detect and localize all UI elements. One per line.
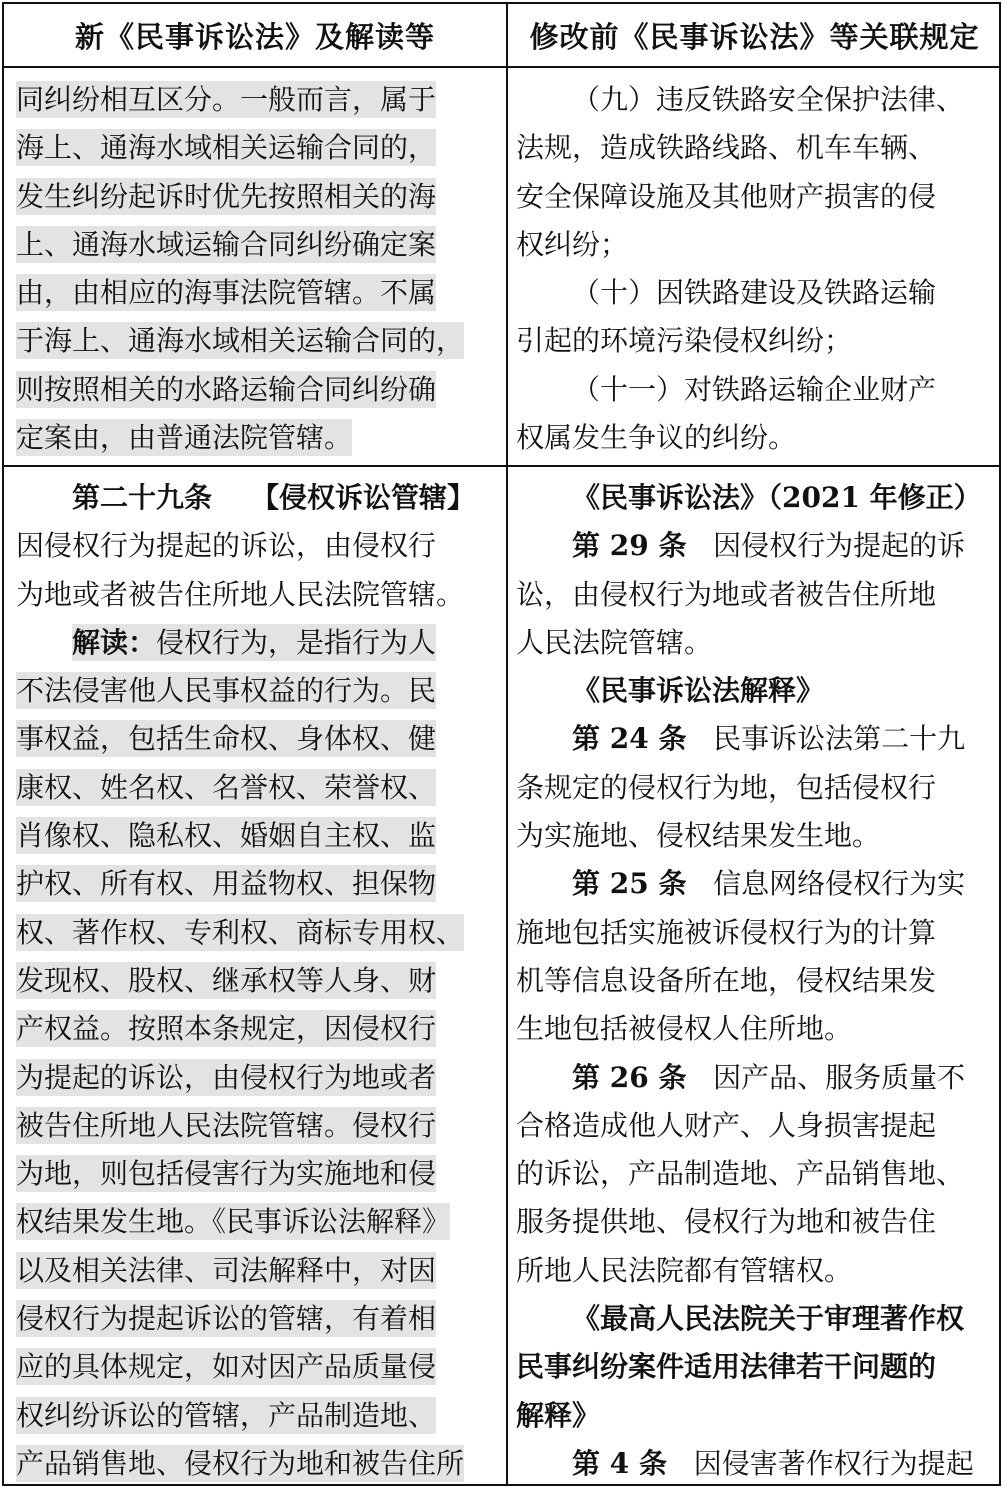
article-29-first: [516, 522, 991, 570]
text-line: [516, 221, 991, 269]
article-26-line: 所地人民法院都有管辖权。: [516, 1253, 853, 1287]
jiedu-first: 侵权行为，是指行为人: [156, 625, 437, 659]
text-line: [16, 317, 491, 365]
text-line-content: 则按照相关的水路运输合同纠纷确: [16, 372, 437, 406]
text-line-content: 发生纠纷起诉时优先按照相关的海: [16, 179, 437, 213]
law3-title-line: 解释》: [516, 1398, 601, 1432]
article-24-line: 条规定的侵权行为地，包括侵权行: [516, 770, 937, 804]
article-29-line: 讼，由侵权行为地或者被告住所地: [516, 577, 937, 611]
article-29-line: 人民法院管辖。: [516, 625, 713, 659]
text-line-content: 康权、姓名权、名誉权、荣誉权、: [16, 770, 437, 804]
article-25-text: 信息网络侵权行为实: [713, 867, 966, 901]
text-line: [16, 812, 491, 860]
text-line: [16, 414, 491, 462]
text-line-content: 海上、通海水域相关运输合同的，: [16, 131, 437, 165]
text-line: [516, 317, 991, 365]
law3-title-line: 《最高人民法院关于审理著作权: [572, 1302, 965, 1336]
text-line: [516, 366, 991, 414]
row2-left-cell: [16, 474, 491, 1488]
text-line-content: 权纠纷；: [516, 227, 629, 261]
text-line-content: 上、通海水域运输合同纠纷确定案: [16, 227, 437, 261]
jiedu-label: 解读：: [72, 625, 157, 659]
text-line: [16, 1198, 491, 1246]
text-line: [16, 366, 491, 414]
text-line-content: 护权、所有权、用益物权、担保物: [16, 867, 437, 901]
text-line: [16, 1005, 491, 1053]
text-line-content: 肖像权、隐私权、婚姻自主权、监: [16, 819, 437, 853]
jiedu-first-line: [16, 619, 491, 667]
text-line-content: 于海上、通海水域相关运输合同的，: [16, 324, 465, 358]
text-line: [16, 667, 491, 715]
column-divider: [506, 4, 508, 1484]
text-line: [16, 269, 491, 317]
row1-right-cell: [516, 76, 991, 462]
text-line-content: 同纠纷相互区分。一般而言，属于: [16, 83, 437, 116]
text-line-content: 产品销售地、侵权行为地和被告住所: [16, 1446, 465, 1480]
text-line-content: 事权益，包括生命权、身体权、健: [16, 722, 437, 756]
text-line-content: 权属发生争议的纠纷。: [516, 421, 797, 455]
header-left: 新《民事诉讼法》及解读等: [74, 19, 435, 54]
text-line: [516, 76, 991, 124]
article-25-first: [516, 860, 991, 908]
text-line: [16, 1392, 491, 1440]
text-line-content: 以及相关法律、司法解释中，对因: [16, 1253, 437, 1287]
text-line-content: 权、著作权、专利权、商标专用权、: [16, 915, 465, 949]
row2-right-cell: [516, 474, 991, 1488]
text-line-content: 定案由，由普通法院管辖。: [16, 421, 353, 455]
article-29-text: 因侵权行为提起的诉: [713, 529, 966, 563]
article-heading: [16, 474, 491, 522]
article-29-label: 第 29 条: [572, 529, 687, 563]
text-line-content: （十）因铁路建设及铁路运输: [572, 276, 937, 310]
text-line: [16, 1150, 491, 1198]
text-line: [16, 1440, 491, 1488]
text-line: [516, 124, 991, 172]
header-divider: [4, 66, 999, 68]
text-line-content: 不法侵害他人民事权益的行为。民: [16, 674, 437, 708]
text-line-content: 应的具体规定，如对因产品质量侵: [16, 1350, 437, 1384]
text-line: [516, 414, 991, 462]
article-26-line: 的诉讼，产品制造地、产品销售地、: [516, 1157, 965, 1191]
article-line: 因侵权行为提起的诉讼，由侵权行: [16, 529, 437, 563]
text-line-content: 产权益。按照本条规定，因侵权行: [16, 1012, 437, 1046]
article-26-line: 服务提供地、侵权行为地和被告住: [516, 1205, 937, 1239]
article-25-line: 机等信息设备所在地，侵权结果发: [516, 963, 937, 997]
article-26-text: 因产品、服务质量不: [713, 1060, 966, 1094]
row1-left-cell: [16, 76, 491, 462]
article-tag: 【侵权诉讼管辖】: [251, 481, 476, 514]
text-line: [16, 1247, 491, 1295]
article-25-line: 生地包括被侵权人住所地。: [516, 1012, 853, 1046]
article-24-first: [516, 715, 991, 763]
text-line: [16, 1054, 491, 1102]
text-line: [16, 909, 491, 957]
text-line: [16, 764, 491, 812]
article-24-line: 为实施地、侵权结果发生地。: [516, 819, 881, 853]
text-line: [16, 715, 491, 763]
text-line: [16, 124, 491, 172]
text-line-content: 侵权行为提起诉讼的管辖，有着相: [16, 1302, 437, 1336]
article-4-first: [516, 1440, 991, 1488]
law2-title: 《民事诉讼法解释》: [572, 674, 825, 708]
text-line-content: 引起的环境污染侵权纠纷；: [516, 324, 853, 358]
article-title: 第二十九条: [72, 481, 213, 514]
text-line: [516, 173, 991, 221]
article-24-text: 民事诉讼法第二十九: [713, 722, 966, 756]
article-line: 为地或者被告住所地人民法院管辖。: [16, 577, 465, 611]
article-24-label: 第 24 条: [572, 722, 687, 756]
text-line-content: 被告住所地人民法院管辖。侵权行: [16, 1108, 437, 1142]
article-25-line: 施地包括实施被诉侵权行为的计算: [516, 915, 937, 949]
text-line-content: 安全保障设施及其他财产损害的侵: [516, 179, 937, 213]
law3-title-line: 民事纠纷案件适用法律若干问题的: [516, 1350, 937, 1384]
article-4-label: 第 4 条: [572, 1446, 667, 1480]
article-25-label: 第 25 条: [572, 867, 687, 901]
text-line: [16, 76, 491, 124]
article-26-label: 第 26 条: [572, 1060, 687, 1094]
text-line: [16, 860, 491, 908]
text-line: [16, 1295, 491, 1343]
text-line: [16, 173, 491, 221]
law1-title: 《民事诉讼法》（2021 年修正）: [572, 481, 982, 514]
text-line-content: （九）违反铁路安全保护法律、: [572, 83, 965, 116]
text-line: [516, 269, 991, 317]
text-line-content: 权结果发生地。《民事诉讼法解释》: [16, 1205, 451, 1239]
text-line-content: 为提起的诉讼，由侵权行为地或者: [16, 1060, 437, 1094]
text-line-content: （十一）对铁路运输企业财产: [572, 372, 937, 406]
text-line-content: 由，由相应的海事法院管辖。不属: [16, 276, 437, 310]
text-line: [16, 957, 491, 1005]
header-right: 修改前《民事诉讼法》等关联规定: [529, 19, 980, 54]
article-26-first: [516, 1054, 991, 1102]
text-line: [16, 1102, 491, 1150]
text-line: [16, 1343, 491, 1391]
article-26-line: 合格造成他人财产、人身损害提起: [516, 1108, 937, 1142]
text-line-content: 权纠纷诉讼的管辖，产品制造地、: [16, 1398, 437, 1432]
article-4-text: 因侵害著作权行为提起: [693, 1446, 974, 1480]
text-line-content: 法规，造成铁路线路、机车车辆、: [516, 131, 937, 165]
text-line-content: 为地，则包括侵害行为实施地和侵: [16, 1157, 437, 1191]
text-line-content: 发现权、股权、继承权等人身、财: [16, 963, 437, 997]
row-divider: [4, 465, 999, 467]
text-line: [16, 221, 491, 269]
